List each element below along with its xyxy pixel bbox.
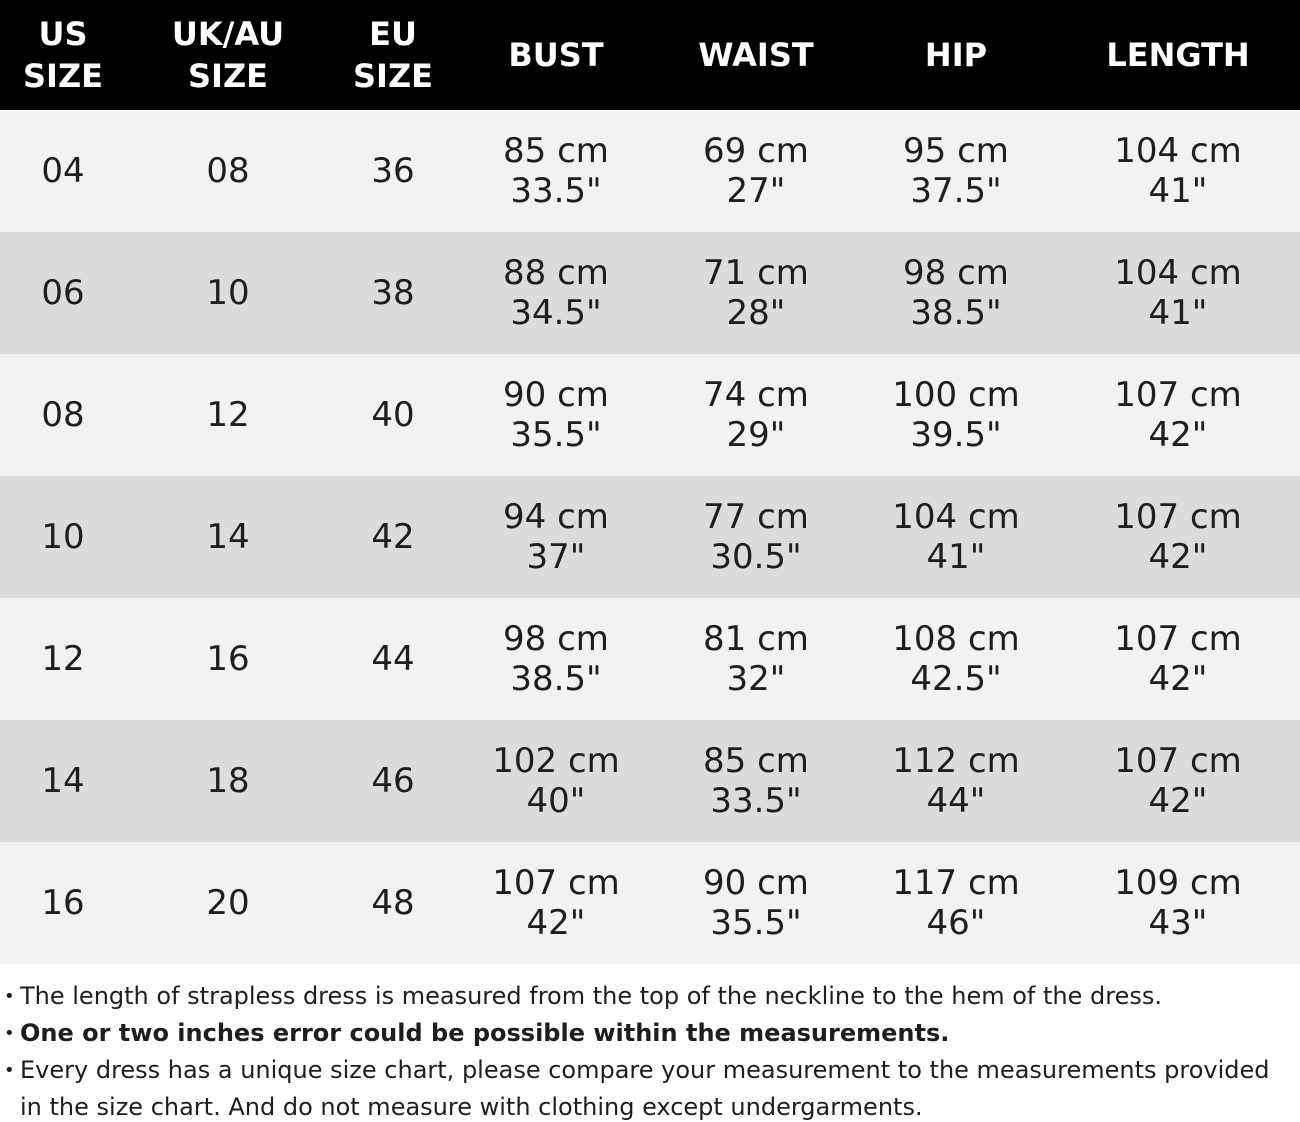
us-size-cell: 08 [41, 395, 85, 435]
length-cm: 104 cm [1114, 131, 1242, 171]
length-cell [1056, 375, 1300, 455]
ukau-size-cell: 08 [206, 151, 250, 191]
length-cell [1056, 497, 1300, 577]
header-hip: HIP [924, 36, 988, 74]
bust-cell [456, 619, 656, 699]
length-cell [1056, 253, 1300, 333]
waist-inch: 28" [726, 293, 786, 333]
header-us-size [0, 13, 126, 97]
bust-cell [456, 253, 656, 333]
waist-cm: 71 cm [703, 253, 809, 293]
ukau-size-cell: 20 [206, 883, 250, 923]
hip-cm: 112 cm [892, 741, 1020, 781]
hip-cm: 98 cm [903, 253, 1009, 293]
hip-cm: 108 cm [892, 619, 1020, 659]
bust-cell [456, 131, 656, 211]
bust-inch: 34.5" [510, 293, 602, 333]
note-item [4, 978, 1300, 1015]
header-eu-line1: EU [369, 15, 417, 53]
length-inch: 41" [1148, 171, 1208, 211]
length-inch: 42" [1148, 415, 1208, 455]
table-row [0, 598, 1300, 720]
note-item [4, 1015, 1300, 1052]
waist-inch: 29" [726, 415, 786, 455]
us-size-cell: 06 [41, 273, 85, 313]
bust-cm: 102 cm [492, 741, 620, 781]
hip-cell [856, 863, 1056, 943]
us-size-cell: 12 [41, 639, 85, 679]
header-ukau-line2: SIZE [187, 57, 268, 95]
note-text: Every dress has a unique size chart, please compare your measurement to the measurements provided in the size chart. And do not measure with clothing except undergarments. [20, 1056, 1270, 1121]
waist-inch: 35.5" [710, 903, 802, 943]
waist-cm: 85 cm [703, 741, 809, 781]
eu-size-cell: 38 [371, 273, 415, 313]
bust-inch: 37" [526, 537, 586, 577]
bust-inch: 33.5" [510, 171, 602, 211]
header-eu-size [330, 13, 456, 97]
length-cm: 107 cm [1114, 375, 1242, 415]
waist-inch: 27" [726, 171, 786, 211]
us-size-cell: 16 [41, 883, 85, 923]
waist-inch: 30.5" [710, 537, 802, 577]
waist-cell [656, 131, 856, 211]
waist-cm: 74 cm [703, 375, 809, 415]
length-cm: 107 cm [1114, 619, 1242, 659]
hip-inch: 41" [926, 537, 986, 577]
hip-inch: 39.5" [910, 415, 1002, 455]
bust-cm: 90 cm [503, 375, 609, 415]
us-size-cell: 14 [41, 761, 85, 801]
length-cm: 107 cm [1114, 497, 1242, 537]
length-cm: 109 cm [1114, 863, 1242, 903]
header-ukau-size [126, 13, 330, 97]
waist-inch: 32" [726, 659, 786, 699]
table-row [0, 110, 1300, 232]
bullet-dot: • [4, 986, 15, 1007]
hip-cm: 104 cm [892, 497, 1020, 537]
hip-inch: 38.5" [910, 293, 1002, 333]
length-cell [1056, 619, 1300, 699]
notes-list [0, 964, 1300, 1122]
waist-cell [656, 375, 856, 455]
bust-cm: 98 cm [503, 619, 609, 659]
ukau-size-cell: 16 [206, 639, 250, 679]
header-us-line1: US [38, 15, 88, 53]
bust-cell [456, 497, 656, 577]
bust-cell [456, 741, 656, 821]
table-row [0, 232, 1300, 354]
length-inch: 42" [1148, 781, 1208, 821]
ukau-size-cell: 10 [206, 273, 250, 313]
ukau-size-cell: 14 [206, 517, 250, 557]
bullet-dot: • [4, 1023, 15, 1044]
table-row [0, 476, 1300, 598]
hip-cm: 100 cm [892, 375, 1020, 415]
table-header-row [0, 0, 1300, 110]
header-waist: WAIST [698, 36, 814, 74]
us-size-cell: 10 [41, 517, 85, 557]
waist-cm: 90 cm [703, 863, 809, 903]
length-inch: 42" [1148, 537, 1208, 577]
bust-cell [456, 375, 656, 455]
us-size-cell: 04 [41, 151, 85, 191]
bust-cell [456, 863, 656, 943]
length-cm: 104 cm [1114, 253, 1242, 293]
bust-inch: 40" [526, 781, 586, 821]
bullet-dot: • [4, 1060, 15, 1081]
hip-inch: 42.5" [910, 659, 1002, 699]
hip-cm: 117 cm [892, 863, 1020, 903]
waist-cm: 69 cm [703, 131, 809, 171]
waist-cell [656, 619, 856, 699]
ukau-size-cell: 18 [206, 761, 250, 801]
eu-size-cell: 42 [371, 517, 415, 557]
table-row [0, 720, 1300, 842]
length-inch: 42" [1148, 659, 1208, 699]
bust-inch: 42" [526, 903, 586, 943]
length-cell [1056, 131, 1300, 211]
length-inch: 41" [1148, 293, 1208, 333]
table-row [0, 842, 1300, 964]
waist-cell [656, 253, 856, 333]
length-cell [1056, 741, 1300, 821]
hip-cell [856, 741, 1056, 821]
waist-cm: 77 cm [703, 497, 809, 537]
hip-cell [856, 619, 1056, 699]
waist-inch: 33.5" [710, 781, 802, 821]
eu-size-cell: 40 [371, 395, 415, 435]
eu-size-cell: 48 [371, 883, 415, 923]
table-row [0, 354, 1300, 476]
waist-cm: 81 cm [703, 619, 809, 659]
note-text: One or two inches error could be possible within the measurements. [20, 1019, 950, 1047]
header-eu-line2: SIZE [352, 57, 433, 95]
bust-inch: 35.5" [510, 415, 602, 455]
header-us-line2: SIZE [22, 57, 103, 95]
length-cell [1056, 863, 1300, 943]
hip-inch: 44" [926, 781, 986, 821]
hip-cell [856, 497, 1056, 577]
hip-inch: 37.5" [910, 171, 1002, 211]
note-item [4, 1052, 1300, 1122]
length-cm: 107 cm [1114, 741, 1242, 781]
waist-cell [656, 863, 856, 943]
bust-cm: 107 cm [492, 863, 620, 903]
eu-size-cell: 44 [371, 639, 415, 679]
header-bust: BUST [508, 36, 604, 74]
eu-size-cell: 36 [371, 151, 415, 191]
note-text: The length of strapless dress is measured from the top of the neckline to the hem of the dress. [20, 982, 1162, 1010]
waist-cell [656, 497, 856, 577]
bust-inch: 38.5" [510, 659, 602, 699]
header-length: LENGTH [1106, 36, 1250, 74]
bust-cm: 88 cm [503, 253, 609, 293]
hip-cm: 95 cm [903, 131, 1009, 171]
hip-cell [856, 375, 1056, 455]
bust-cm: 94 cm [503, 497, 609, 537]
bust-cm: 85 cm [503, 131, 609, 171]
waist-cell [656, 741, 856, 821]
ukau-size-cell: 12 [206, 395, 250, 435]
hip-inch: 46" [926, 903, 986, 943]
eu-size-cell: 46 [371, 761, 415, 801]
header-ukau-line1: UK/AU [171, 15, 285, 53]
length-inch: 43" [1148, 903, 1208, 943]
hip-cell [856, 253, 1056, 333]
hip-cell [856, 131, 1056, 211]
